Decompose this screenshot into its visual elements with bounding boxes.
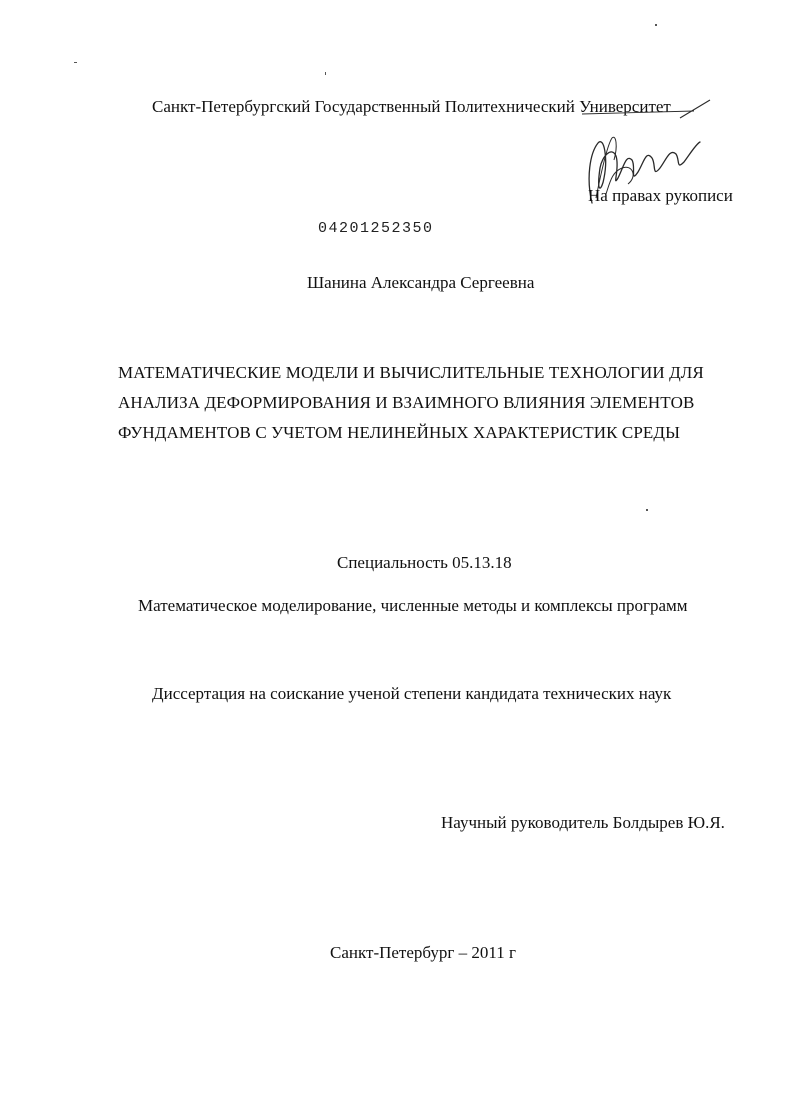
author-name: Шанина Александра Сергеевна xyxy=(307,273,535,292)
specialty-code: Специальность 05.13.18 xyxy=(337,553,512,572)
title-line: МАТЕМАТИЧЕСКИЕ МОДЕЛИ И ВЫЧИСЛИТЕЛЬНЫЕ ТЕХНОЛОГИИ ДЛЯ xyxy=(118,363,704,382)
document-number: 04201252350 xyxy=(318,220,434,237)
scan-speck xyxy=(655,24,657,26)
title-line: ФУНДАМЕНТОВ С УЧЕТОМ НЕЛИНЕЙНЫХ ХАРАКТЕРИСТИК СРЕДЫ xyxy=(118,423,681,442)
institution-name: Санкт-Петербургский Государственный Политехнический Университет xyxy=(152,97,671,116)
specialty-name: Математическое моделирование, численные методы и комплексы программ xyxy=(138,596,688,615)
degree-statement: Диссертация на соискание ученой степени кандидата технических наук xyxy=(152,684,672,703)
scan-speck xyxy=(646,509,648,511)
dissertation-title xyxy=(118,358,738,448)
title-line: АНАЛИЗА ДЕФОРМИРОВАНИЯ И ВЗАИМНОГО ВЛИЯНИЯ ЭЛЕМЕНТОВ xyxy=(118,393,695,412)
scientific-supervisor: Научный руководитель Болдырев Ю.Я. xyxy=(441,813,725,832)
manuscript-note: На правах рукописи xyxy=(588,186,733,205)
scan-speck xyxy=(325,72,326,75)
city-and-year: Санкт-Петербург – 2011 г xyxy=(330,943,516,962)
scan-speck xyxy=(74,62,77,63)
